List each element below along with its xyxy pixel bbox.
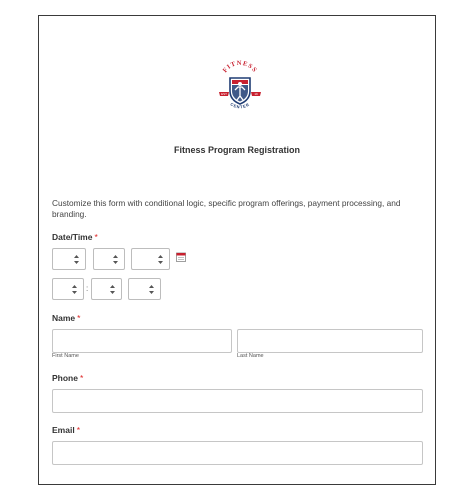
select-arrows-icon	[113, 254, 118, 265]
time-separator: :	[86, 284, 89, 293]
day-select[interactable]	[93, 248, 125, 270]
select-arrows-icon	[74, 254, 79, 265]
name-label	[52, 313, 80, 323]
fitness-center-logo	[213, 58, 267, 114]
datetime-label-text: Date/Time	[52, 232, 93, 242]
fitness-center-logo-icon	[213, 58, 267, 114]
select-arrows-icon	[110, 284, 115, 295]
datetime-label	[52, 232, 98, 242]
name-label-text: Name	[52, 313, 76, 323]
select-arrows-icon	[158, 254, 163, 265]
form-title: Fitness Program Registration	[173, 145, 301, 155]
last-name-sublabel: Last Name	[237, 353, 264, 359]
month-select[interactable]	[52, 248, 86, 270]
calendar-icon[interactable]	[176, 252, 186, 262]
form-description: Customize this form with conditional logic, specific program offerings, payment processing, and branding.	[52, 198, 401, 219]
required-mark: *	[79, 373, 84, 383]
svg-text:FITNESS	[222, 60, 259, 74]
required-mark: *	[76, 425, 80, 435]
select-arrows-icon	[149, 284, 154, 295]
logo-est-right: 19	[254, 92, 258, 97]
last-name-input[interactable]	[237, 329, 423, 353]
first-name-sublabel: First Name	[52, 353, 79, 359]
minute-select[interactable]	[91, 278, 122, 300]
first-name-input[interactable]	[52, 329, 232, 353]
email-input[interactable]	[52, 441, 423, 465]
ampm-select[interactable]	[128, 278, 161, 300]
logo-est-left: EST	[221, 92, 227, 97]
hour-select[interactable]	[52, 278, 84, 300]
logo-bottom-text: CENTER	[229, 101, 251, 110]
required-mark: *	[77, 313, 81, 323]
phone-label	[52, 373, 83, 383]
select-arrows-icon	[72, 284, 77, 295]
phone-input[interactable]	[52, 389, 423, 413]
logo-top-text: FITNESS	[221, 59, 259, 75]
required-mark: *	[94, 232, 98, 242]
phone-label-text: Phone	[52, 373, 78, 383]
email-label-text: Email	[52, 425, 75, 435]
email-label	[52, 425, 80, 435]
year-select[interactable]	[131, 248, 170, 270]
